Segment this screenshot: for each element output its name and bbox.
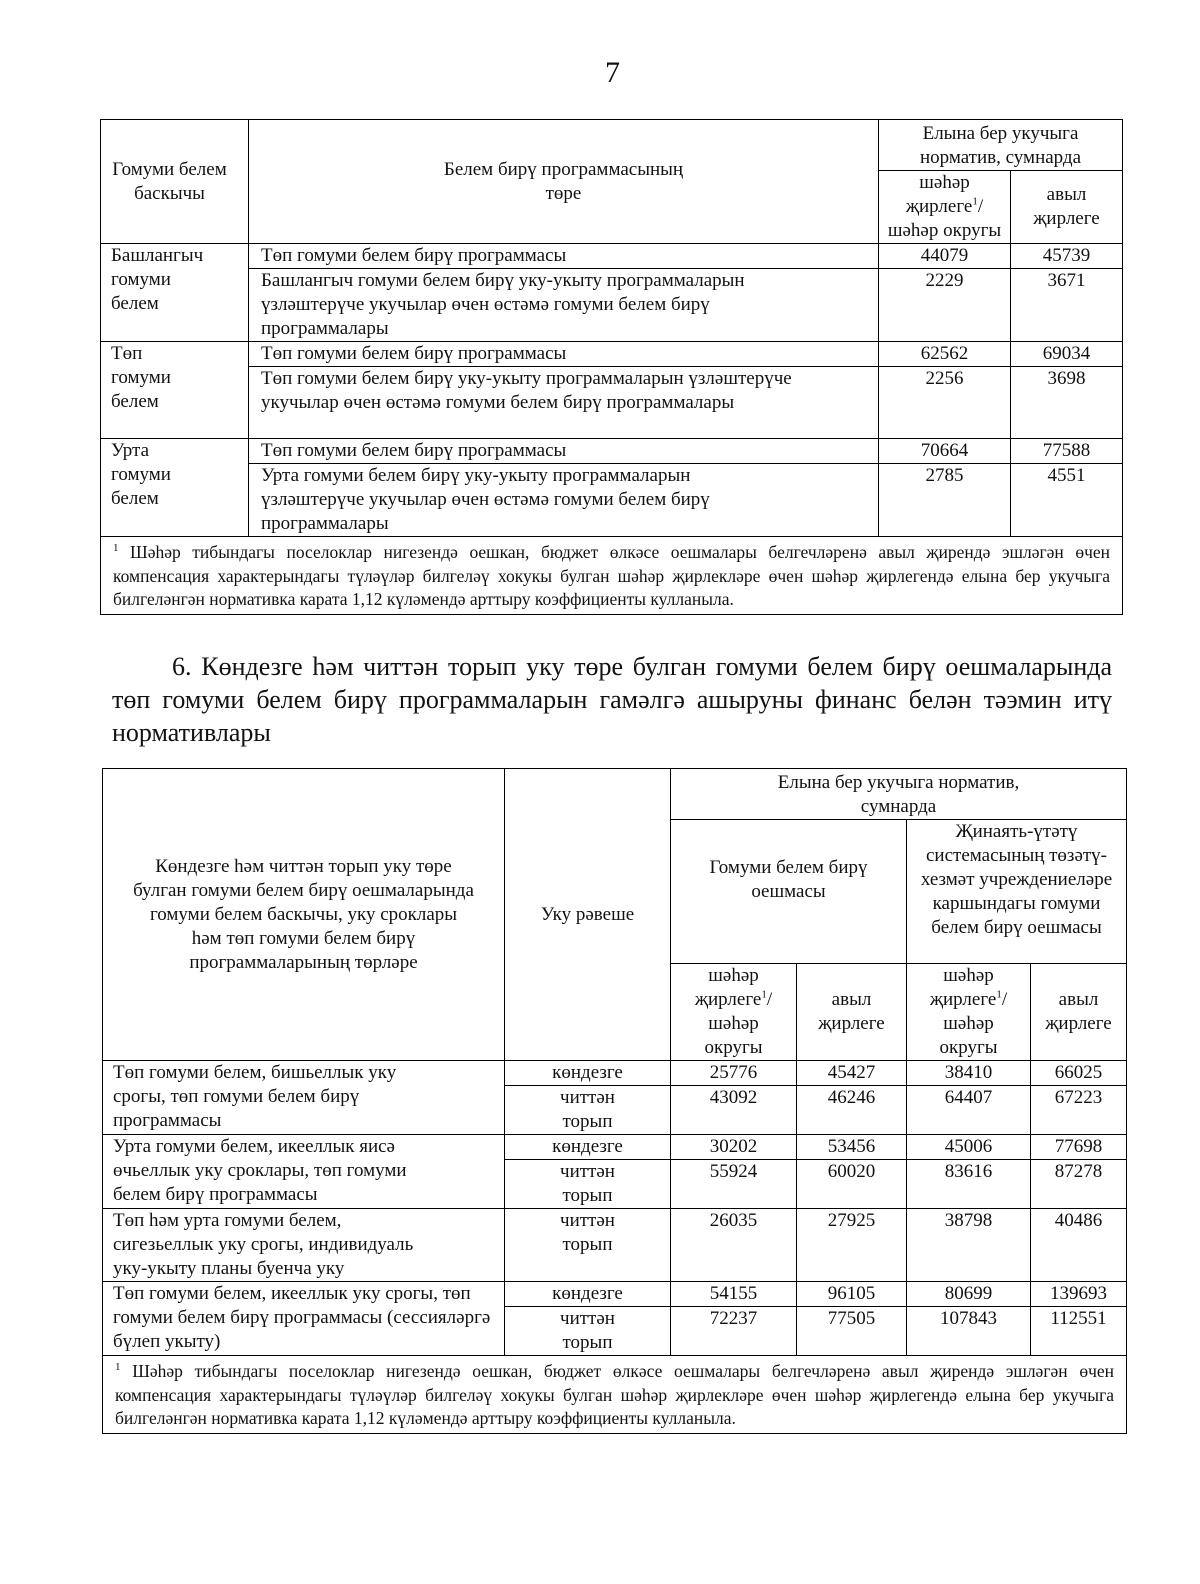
value-cell: 25776	[671, 1061, 797, 1086]
value-cell: 30202	[671, 1135, 797, 1160]
normatives-table-1	[100, 119, 1123, 615]
urban-value: 2229	[879, 269, 1011, 342]
urban-value: 70664	[879, 439, 1011, 464]
general-org-header: Гомуми белем бирү оешмасы	[671, 820, 907, 964]
value-cell: 43092	[671, 1086, 797, 1135]
normative-header: Елына бер укучыга норматив, сумнарда	[671, 769, 1127, 820]
stage-cell: Башлангыч гомуми белем	[101, 244, 249, 342]
value-cell: 67223	[1031, 1086, 1127, 1135]
value-cell: 45427	[797, 1061, 907, 1086]
value-cell: 112551	[1031, 1307, 1127, 1356]
value-cell: 60020	[797, 1160, 907, 1209]
urban-value: 2256	[879, 367, 1011, 439]
program-type-header: Белем бирү программасының төре	[249, 120, 879, 244]
program-cell: Төп гомуми белем бирү уку-укыту программаларын үзләштерүче укучылар өчен өстәмә гомуми белем бирү программалары	[249, 367, 879, 439]
form-cell: читтән торып	[505, 1086, 671, 1135]
form-header: Уку рәвеше	[505, 769, 671, 1061]
form-cell: читтән торып	[505, 1307, 671, 1356]
form-cell: читтән торып	[505, 1209, 671, 1282]
value-cell: 139693	[1031, 1282, 1127, 1307]
value-cell: 77505	[797, 1307, 907, 1356]
value-cell: 45006	[907, 1135, 1031, 1160]
value-cell: 107843	[907, 1307, 1031, 1356]
value-cell: 66025	[1031, 1061, 1127, 1086]
stage-header: Көндезге һәм читтән торып уку төре булган гомуми белем бирү оешмаларында гомуми белем баскычы, уку сроклары һәм төп гомуми белем бирү программаларының төрләре	[103, 769, 505, 1061]
penal-urban-header: шәһәр җирлеге$^1$/ шәһәр округы	[907, 964, 1031, 1061]
urban-header: шәһәр җирлеге$^1$/ шәһәр округы	[879, 171, 1011, 244]
normative-header: Елына бер укучыга норматив, сумнарда	[879, 120, 1123, 171]
value-cell: 54155	[671, 1282, 797, 1307]
general-rural-header: авыл җирлеге	[797, 964, 907, 1061]
form-cell: читтән торып	[505, 1160, 671, 1209]
value-cell: 46246	[797, 1086, 907, 1135]
value-cell: 96105	[797, 1282, 907, 1307]
value-cell: 27925	[797, 1209, 907, 1282]
program-cell: Төп гомуми белем бирү программасы	[249, 244, 879, 269]
value-cell: 83616	[907, 1160, 1031, 1209]
value-cell: 80699	[907, 1282, 1031, 1307]
program-cell: Башлангыч гомуми белем бирү уку-укыту программаларын үзләштерүче укучылар өчен өстәмә гомуми белем бирү программалары	[249, 269, 879, 342]
rural-value: 45739	[1011, 244, 1123, 269]
value-cell: 55924	[671, 1160, 797, 1209]
penal-rural-header: авыл җирлеге	[1031, 964, 1127, 1061]
rural-value: 3671	[1011, 269, 1123, 342]
program-cell: Төп гомуми белем бирү программасы	[249, 342, 879, 367]
rural-value: 3698	[1011, 367, 1123, 439]
rural-value: 69034	[1011, 342, 1123, 367]
stage-cell: Урта гомуми белем	[101, 439, 249, 537]
stage-cell: Урта гомуми белем, икееллык яисә өчьеллык уку сроклары, төп гомуми белем бирү программасы	[103, 1135, 505, 1209]
stage-cell: Төп гомуми белем, бишьеллык уку срогы, төп гомуми белем бирү программасы	[103, 1061, 505, 1135]
value-cell: 87278	[1031, 1160, 1127, 1209]
value-cell: 38410	[907, 1061, 1031, 1086]
program-cell: Урта гомуми белем бирү уку-укыту программаларын үзләштерүче укучылар өчен өстәмә гомуми белем бирү программалары	[249, 464, 879, 537]
form-cell: көндезге	[505, 1135, 671, 1160]
rural-header: авыл җирлеге	[1011, 171, 1123, 244]
value-cell: 38798	[907, 1209, 1031, 1282]
stage-cell: Төп гомуми белем	[101, 342, 249, 439]
rural-value: 4551	[1011, 464, 1123, 537]
form-cell: көндезге	[505, 1061, 671, 1086]
urban-value: 62562	[879, 342, 1011, 367]
value-cell: 77698	[1031, 1135, 1127, 1160]
urban-value: 44079	[879, 244, 1011, 269]
value-cell: 26035	[671, 1209, 797, 1282]
penal-org-header: Җинаять-үтәтү системасының төзәтү-хезмәт учреждениеләре каршындагы гомуми белем бирү оешмасы	[907, 820, 1127, 964]
value-cell: 64407	[907, 1086, 1031, 1135]
section-6-title: 6. Көндезге һәм читтән торып уку төре булган гомуми белем бирү оешмаларында төп гомуми белем бирү программаларын гамәлгә ашыруны финанс белән тәэмин итү нормативлары	[112, 652, 1113, 747]
general-urban-header: шәһәр җирлеге$^1$/ шәһәр округы	[671, 964, 797, 1061]
urban-value: 2785	[879, 464, 1011, 537]
stage-cell: Төп гомуми белем, икееллык уку срогы, төп гомуми белем бирү программасы (сессияләргә бүлеп укыту)	[103, 1282, 505, 1356]
table2-footnote: $^1$ Шәһәр тибындагы поселоклар нигезендә оешкан, бюджет өлкәсе оешмалары белгечләренә авыл җирендә эшләгән өчен компенсация характерындагы түләүләр билгеләү хокукы булган шәһәр җирлекләре өчен шәһәр җирлегендә елына бер укучыга билгеләнгән нормативка карата 1,12 күләмендә арттыру коэффициенты кулланыла.	[103, 1356, 1127, 1434]
normatives-table-2	[102, 768, 1127, 1434]
value-cell: 53456	[797, 1135, 907, 1160]
table1-footnote: $^1$ Шәһәр тибындагы поселоклар нигезендә оешкан, бюджет өлкәсе оешмалары белгечләренә авыл җирендә эшләгән өчен компенсация характерындагы түләүләр билгеләү хокукы булган шәһәр җирлекләре өчен шәһәр җирлегендә елына бер укучыга билгеләнгән нормативка карата 1,12 күләмендә арттыру коэффициенты кулланыла.	[101, 537, 1123, 615]
value-cell: 40486	[1031, 1209, 1127, 1282]
stage-cell: Төп һәм урта гомуми белем, сигезьеллык уку срогы, индивидуаль уку-укыту планы буенча уку	[103, 1209, 505, 1282]
value-cell: 72237	[671, 1307, 797, 1356]
program-cell: Төп гомуми белем бирү программасы	[249, 439, 879, 464]
form-cell: көндезге	[505, 1282, 671, 1307]
page-number: 7	[605, 56, 620, 89]
rural-value: 77588	[1011, 439, 1123, 464]
stage-header: Гомуми белем баскычы	[101, 120, 249, 244]
